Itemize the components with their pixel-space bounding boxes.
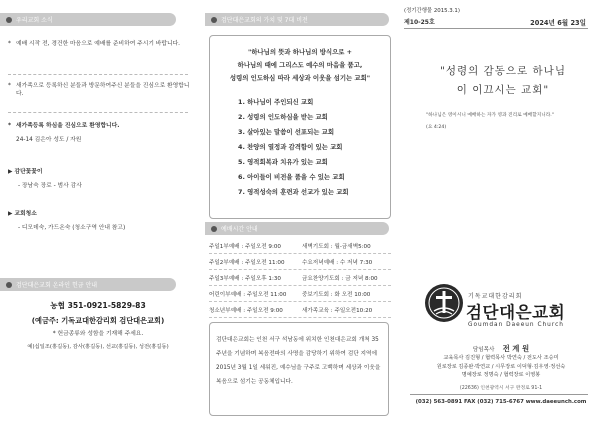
news-header: 우리교회 소식 — [0, 13, 176, 26]
scripture-verse: "하나님은 영이시니 예배하는 자가 영과 진리로 예배할지니라." — [426, 113, 554, 118]
donation-info — [0, 300, 196, 350]
vision-list — [210, 95, 390, 200]
news-item-newcomer: * 새가족등록 하심을 진심으로 환영합니다. 24-14 김은아 성도 / 자원 — [8, 122, 190, 144]
church-logo-icon — [424, 283, 464, 323]
vision-item: 6. 아이들이 비전을 품을 수 있는 교회 — [238, 173, 345, 181]
staff-list: 교육목사 김진형 / 협력목사 박연숙 / 전도사 조승미 원로장로 김종완·박연교 / 시무장로 이덕형·김우영·정선숙 명예장로 정명숙 / 협력장로 이영봉 — [436, 355, 566, 379]
pastor-name: 전 계 원 — [502, 344, 530, 353]
pastor-label: 담임목사 — [472, 347, 495, 353]
schedule-table — [209, 238, 391, 318]
contact-info: (032) 563-0891 FAX (032) 715-6767 www.daeeunch.com — [415, 399, 587, 405]
vision-item: 2. 성령의 인도하심을 받는 교회 — [238, 113, 328, 121]
bullet-dot-icon — [211, 17, 217, 23]
schedule-row: 주일1부예배 : 주일오전 9:00 새벽기도회 : 월-금새벽5:00 — [209, 238, 391, 254]
divider — [410, 394, 588, 395]
schedule-row: 주일3부예배 : 주일오후 1:30 금요찬양기도회 : 금 저녁 8:00 — [209, 270, 391, 286]
church-address: (22636) 인천광역시 서구 완정로 91-1 — [459, 386, 543, 391]
donation-example: 예)십일조(홍길동), 감사(홍길동), 선교(홍길동), 성전(홍길동) — [27, 344, 169, 350]
cleaning-section — [8, 210, 190, 232]
issue-number: 제10-25호 — [404, 19, 435, 26]
church-motto: "성령의 감동으로 하나님이 이끄시는 교회" — [440, 65, 566, 96]
news-panel — [0, 0, 196, 424]
schedule-row: 어린이부예배 : 주일오전 11:00 중보기도회 : 화 오전 10:00 — [209, 286, 391, 302]
vision-item: 5. 영적회복과 치유가 있는 교회 — [238, 158, 328, 166]
news-item: * 예배 시작 전, 경건한 마음으로 예배를 준비하여 주시기 바랍니다. — [8, 41, 181, 47]
pastor-line — [402, 336, 600, 355]
donation-note: * 헌금종류와 성함을 기재해 주세요. — [52, 331, 144, 337]
divider — [404, 28, 588, 29]
vision-box — [209, 35, 391, 219]
church-name: 검단대은교회 — [466, 303, 566, 322]
bullet-dot-icon — [6, 282, 12, 288]
scripture-reference: (요 4:24) — [426, 125, 447, 130]
bulletin-date: 2024년 6월 23일 — [530, 19, 586, 27]
cover-panel — [402, 0, 600, 424]
church-intro: 검단대은교회는 인천 서구 석남동에 위치한 인천대은교회 개척 35주년을 기념하며 복음전파의 사명을 감당하기 위하여 검단 지역에 2015년 3월 1일 세워진, 예수님을 구주로 고백하며 세상과 이웃을 복음으로 섬기는 공동체입니다. — [209, 322, 389, 416]
schedule-row: 청소년부예배 : 주일오전 9:00 새가족교육 : 주일오전10:20 — [209, 302, 391, 318]
donation-header: 검단대은교회 온라인 헌금 안내 — [0, 278, 176, 291]
account-number: 농협 351-0921-5829-83 — [50, 301, 146, 310]
cleaning-detail: - 디모데숙, 가드온숙 (청소구역 안내 참고) — [18, 225, 126, 231]
schedule-header: 예배시간 안내 — [205, 222, 389, 235]
flower-section — [8, 168, 190, 190]
bullet-dot-icon — [211, 226, 217, 232]
flower-detail: - 장남숙 장로 - 범사 감사 — [18, 183, 82, 189]
registration: (정기간행물 2015.3.1) — [404, 8, 460, 14]
core-value: "하나님의 뜻과 하나님의 방식으로 + 하나님의 때에 그리스도 예수의 마음을 품고, 성령의 인도하심 따라 세상과 이웃을 섬기는 교회" — [229, 48, 371, 82]
flower-title: ▶ 감단꽃꽃이 — [8, 169, 43, 175]
vision-item: 4. 찬양의 열정과 감격함이 있는 교회 — [238, 143, 343, 151]
schedule-row: 주일2부예배 : 주일오전 11:00 수요저녁예배 : 수 저녁 7:30 — [209, 254, 391, 270]
cleaning-title: ▶ 교회청소 — [8, 211, 37, 217]
bullet-dot-icon — [6, 17, 12, 23]
english-name: Goumdan Daeeun Church — [468, 322, 564, 328]
denomination: 기독교대한감리회 — [468, 293, 523, 300]
vision-panel — [199, 0, 397, 424]
vision-item: 7. 영적성숙의 훈련과 선교가 있는 교회 — [238, 188, 349, 196]
vision-header: 검단대은교회의 가치 및 7대 비전 — [205, 13, 389, 26]
account-holder: (예금주: 기독교대한감리회 검단대은교회) — [31, 316, 165, 325]
vision-item: 1. 하나님이 주인되신 교회 — [238, 98, 314, 106]
news-item: * 새가족으로 등록하신 분들과 방문하여주신 분들을 진심으로 환영합니다. — [8, 83, 190, 97]
vision-item: 3. 살아있는 말씀이 선포되는 교회 — [238, 128, 335, 136]
newcomer-name: 24-14 김은아 성도 / 자원 — [16, 137, 82, 143]
